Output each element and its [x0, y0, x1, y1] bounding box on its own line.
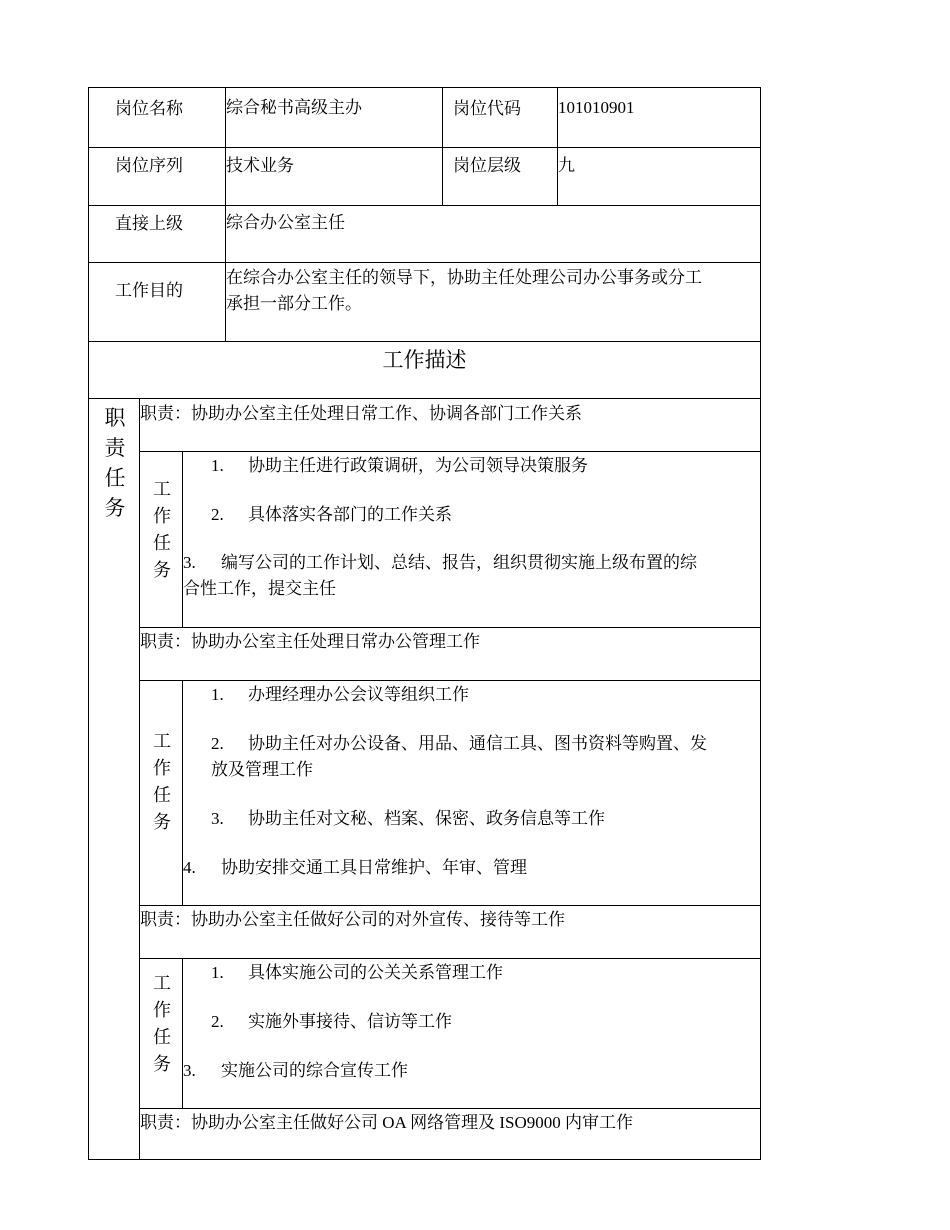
- position-code-label: 岗位代码: [453, 99, 521, 118]
- duty-row: [139, 398, 761, 451]
- position-name-label: 岗位名称: [115, 99, 183, 118]
- task-text: 具体实施公司的公关关系管理工作: [248, 963, 503, 982]
- sequence-value-cell: [226, 147, 443, 205]
- task-number: 3.: [183, 1061, 196, 1080]
- task-label-cell: [139, 958, 183, 1108]
- superior-value-cell: [226, 205, 761, 262]
- position-code-label-cell: [443, 87, 558, 147]
- task-char: 务: [153, 1054, 171, 1074]
- position-name-label-cell: [88, 87, 226, 147]
- level-label-cell: [443, 147, 558, 205]
- duty-title: 职责：协助办公室主任做好公司 OA 网络管理及 ISO9000 内审工作: [140, 1113, 634, 1132]
- task-number: 2.: [211, 505, 224, 524]
- superior-label: 直接上级: [115, 214, 183, 233]
- task-text: 协助主任对办公设备、用品、通信工具、图书资料等购置、发: [248, 734, 707, 753]
- position-name-value-cell: [226, 87, 443, 147]
- side-char: 职: [104, 406, 126, 430]
- task-list: [182, 451, 761, 627]
- task-char: 工: [153, 731, 171, 751]
- task-char: 作: [153, 506, 171, 526]
- task-number: 2.: [211, 734, 224, 753]
- duties-side-cell: [88, 398, 140, 1160]
- task-char: 作: [153, 758, 171, 778]
- task-char: 工: [153, 973, 171, 993]
- purpose-value-cell: [226, 262, 761, 341]
- position-code-value: 101010901: [558, 98, 635, 117]
- task-text-continued: 合性工作，提交主任: [183, 579, 336, 598]
- sequence-label-cell: [88, 147, 226, 205]
- task-number: 3.: [211, 809, 224, 828]
- task-text: 协助主任进行政策调研，为公司领导决策服务: [248, 456, 588, 475]
- purpose-label: 工作目的: [115, 281, 183, 300]
- task-text: 具体落实各部门的工作关系: [248, 505, 452, 524]
- task-number: 3.: [183, 553, 196, 572]
- level-label: 岗位层级: [453, 156, 521, 175]
- task-char: 工: [153, 479, 171, 499]
- position-name-value: 综合秘书高级主办: [226, 98, 362, 117]
- description-title: 工作描述: [382, 348, 467, 372]
- task-text: 实施外事接待、信访等工作: [248, 1012, 452, 1031]
- task-label: [140, 476, 184, 584]
- task-char: 任: [153, 1027, 171, 1047]
- task-char: 任: [153, 533, 171, 553]
- duty-row: [139, 905, 761, 958]
- duty-row: [139, 627, 761, 680]
- level-value-cell: [558, 147, 761, 205]
- duty-title: 职责：协助办公室主任处理日常工作、协调各部门工作关系: [140, 404, 582, 423]
- task-number: 1.: [211, 685, 224, 704]
- task-label: [140, 728, 184, 836]
- task-number: 1.: [211, 456, 224, 475]
- sequence-value: 技术业务: [226, 156, 294, 175]
- task-list: [182, 680, 761, 905]
- task-char: 务: [153, 812, 171, 832]
- task-text: 协助安排交通工具日常维护、年审、管理: [221, 858, 527, 877]
- side-char: 任: [104, 466, 126, 490]
- purpose-line-1: 在综合办公室主任的领导下，协助主任处理公司办公事务或分工: [226, 268, 702, 287]
- side-char: 责: [104, 436, 126, 460]
- purpose-label-cell: [88, 262, 226, 341]
- description-title-cell: [88, 341, 761, 398]
- task-text: 协助主任对文秘、档案、保密、政务信息等工作: [248, 809, 605, 828]
- superior-value: 综合办公室主任: [226, 213, 345, 232]
- side-char: 务: [104, 496, 126, 520]
- level-value: 九: [558, 156, 575, 175]
- task-number: 4.: [183, 858, 196, 877]
- duty-title: 职责：协助办公室主任处理日常办公管理工作: [140, 632, 480, 651]
- superior-label-cell: [88, 205, 226, 262]
- duty-row: [139, 1108, 761, 1160]
- purpose-line-2: 承担一部分工作。: [226, 294, 362, 313]
- task-char: 任: [153, 785, 171, 805]
- task-text: 实施公司的综合宣传工作: [221, 1061, 408, 1080]
- duties-side-label: [89, 403, 141, 523]
- duty-title: 职责：协助办公室主任做好公司的对外宣传、接待等工作: [140, 910, 565, 929]
- task-number: 2.: [211, 1012, 224, 1031]
- task-label-cell: [139, 451, 183, 627]
- task-label-cell: [139, 680, 183, 905]
- task-text: 办理经理办公会议等组织工作: [248, 685, 469, 704]
- task-char: 作: [153, 1000, 171, 1020]
- task-number: 1.: [211, 963, 224, 982]
- sequence-label: 岗位序列: [115, 156, 183, 175]
- position-code-value-cell: [558, 87, 761, 147]
- task-label: [140, 970, 184, 1078]
- task-list: [182, 958, 761, 1108]
- task-text: 编写公司的工作计划、总结、报告，组织贯彻实施上级布置的综: [221, 553, 697, 572]
- task-text-continued: 放及管理工作: [211, 760, 313, 779]
- task-char: 务: [153, 560, 171, 580]
